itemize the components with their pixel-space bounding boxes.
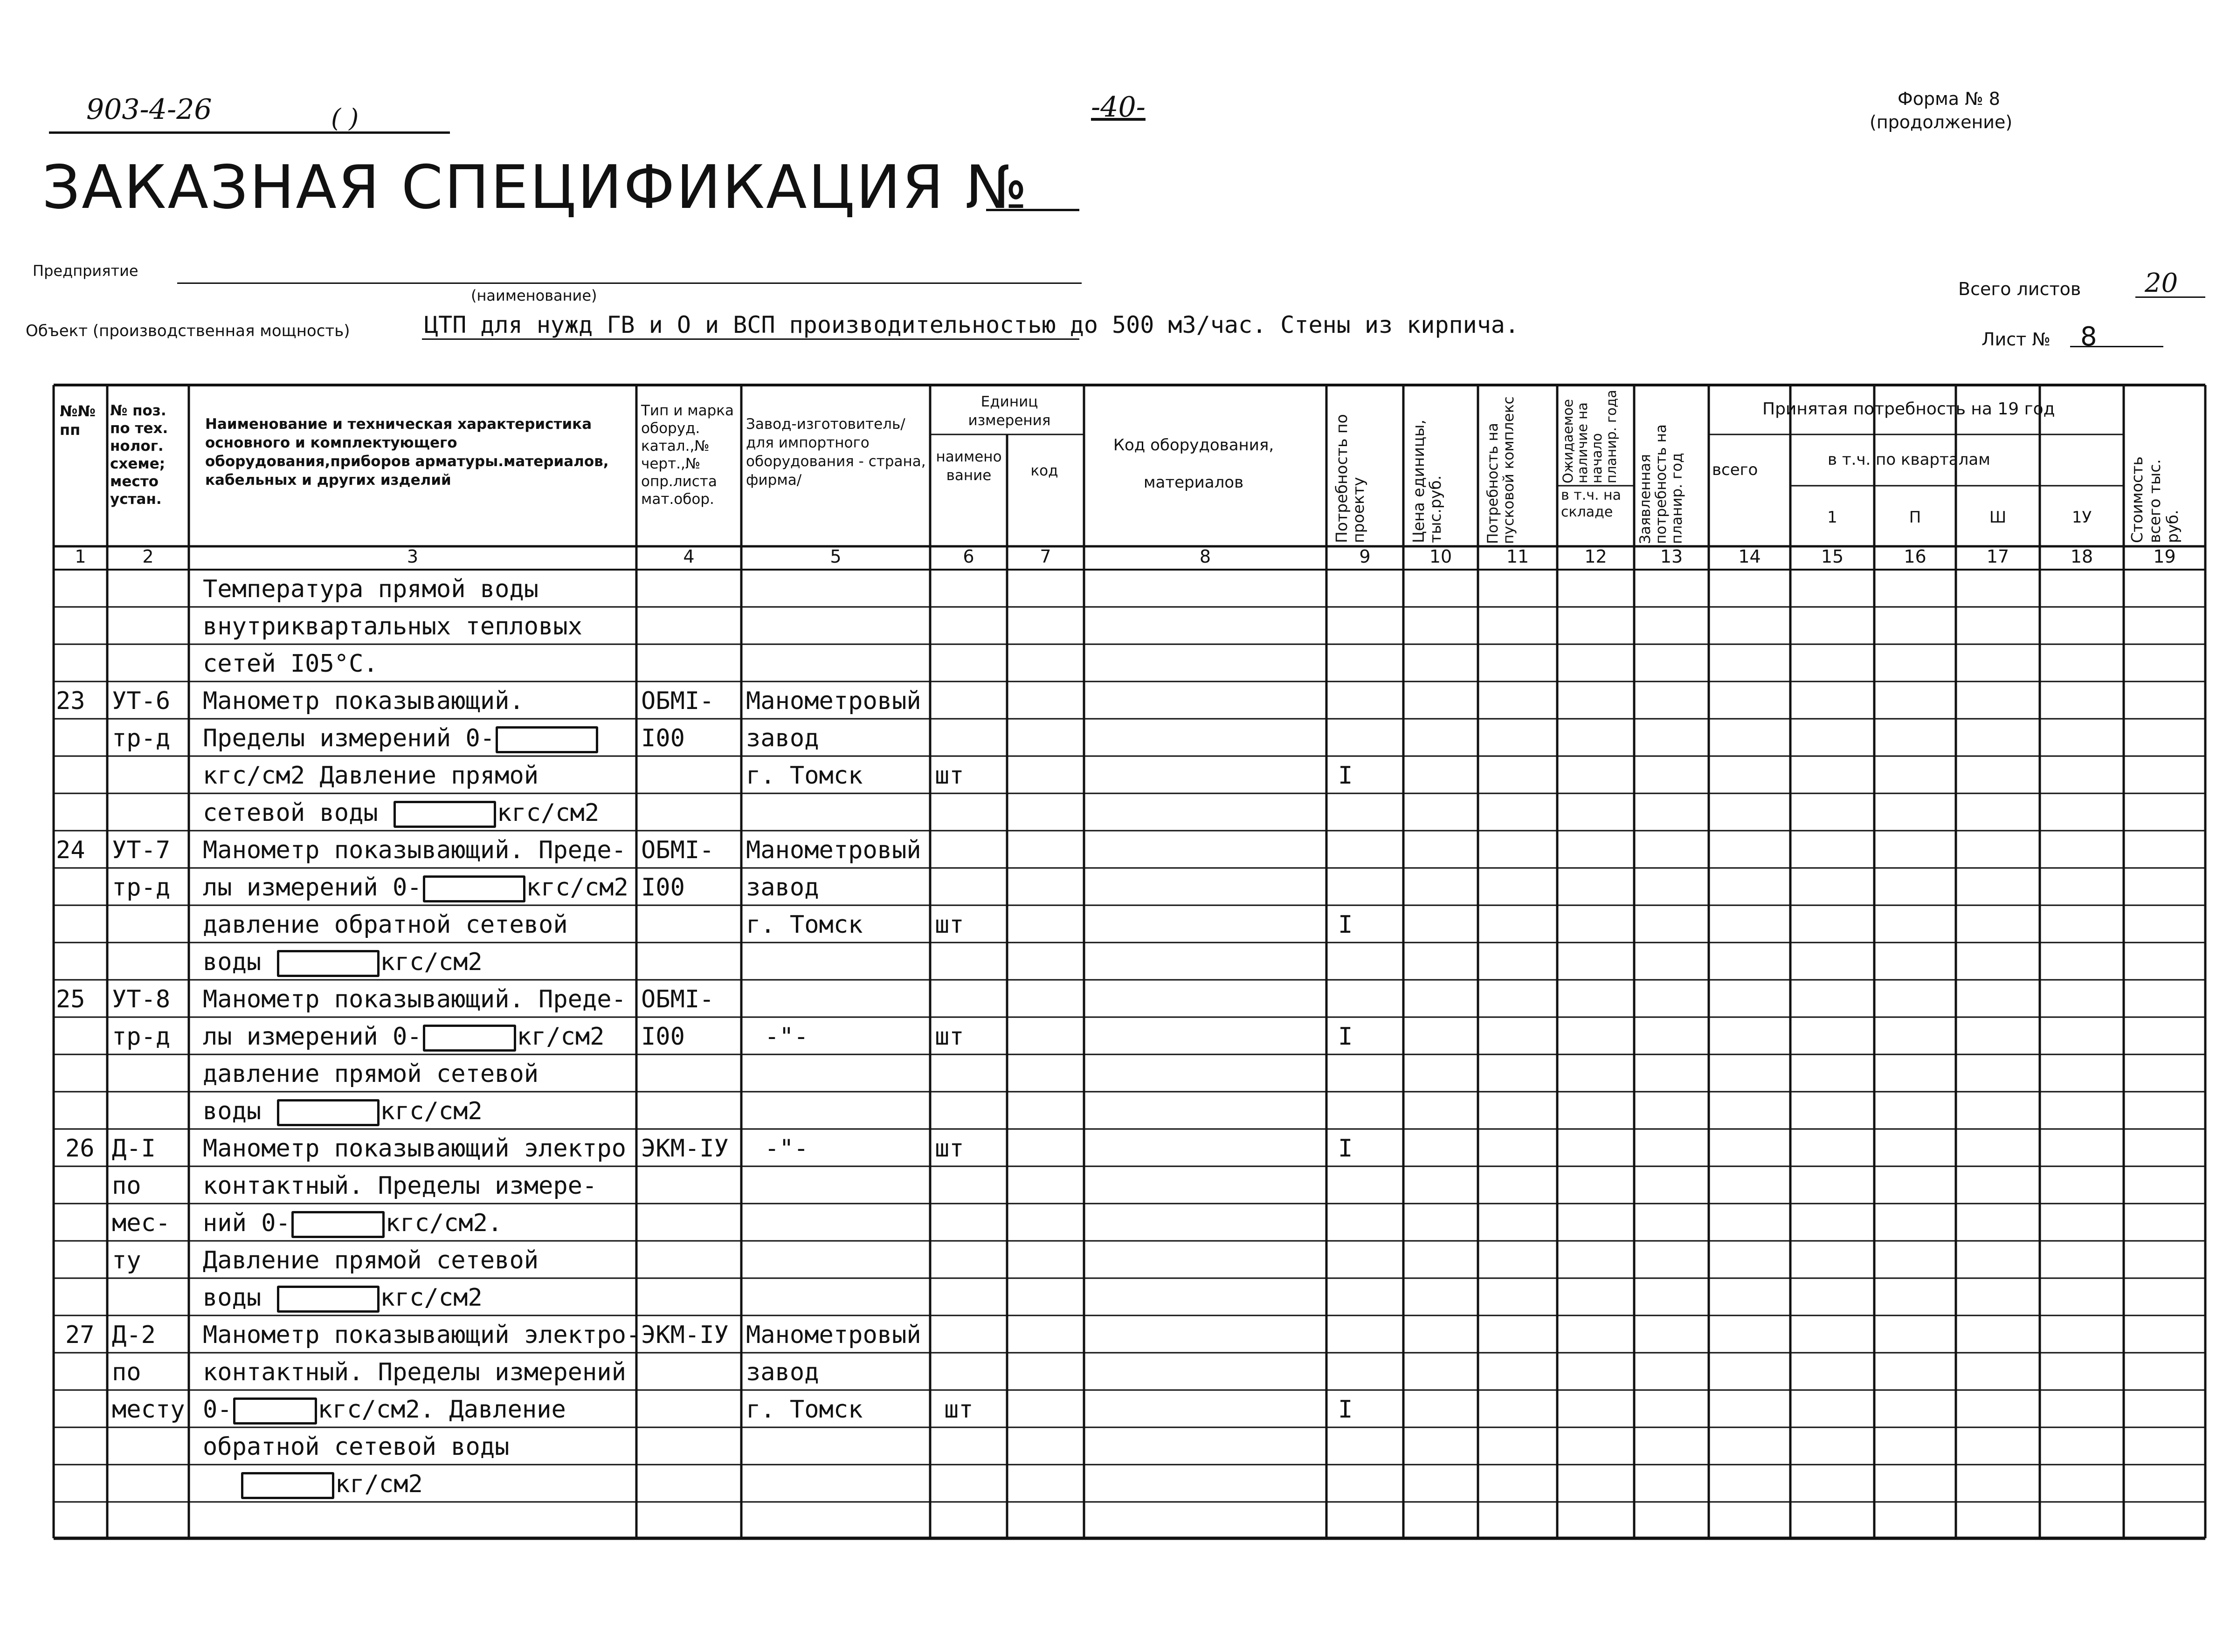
description-text: Манометр показывающий электро- <box>203 1321 641 1349</box>
type-mark: I00 <box>641 874 685 902</box>
column-number: 15 <box>1821 546 1844 567</box>
header-accepted-need: Принятая потребность на 19 год <box>1762 399 2055 419</box>
position-code: Д-2 <box>112 1321 156 1349</box>
name-caption: (наименование) <box>471 287 597 304</box>
header-type: Тип и марка оборуд. катал.,№ черт.,№ опр.листа мат.обор. <box>641 402 734 508</box>
column-number: 9 <box>1359 546 1371 567</box>
header-total-cost: Стоимость всего тыс. руб. <box>2128 456 2182 543</box>
manufacturer: Манометровый <box>746 836 921 864</box>
manufacturer: Манометровый <box>746 687 921 715</box>
description-text: воды кгс/см2 <box>203 1097 483 1125</box>
column-number: 6 <box>963 546 974 567</box>
header-num: №№ пп <box>60 402 96 439</box>
blank-value-box <box>277 1099 380 1126</box>
header-unit-price: Цена единицы, тыс.руб. <box>1409 420 1444 543</box>
column-number: 14 <box>1738 546 1761 567</box>
project-quantity: I <box>1338 1396 1353 1424</box>
position-code: УТ-8 <box>112 985 171 1013</box>
document-code: 903-4-26 <box>86 93 212 126</box>
column-number: 12 <box>1584 546 1607 567</box>
blank-value-box <box>277 1286 380 1313</box>
header-equipment-code: Код оборудования, материалов <box>1113 436 1274 492</box>
description-text: внутриквартальных тепловых <box>203 613 582 640</box>
enterprise-label: Предприятие <box>33 262 138 280</box>
position-code: по <box>112 1172 141 1200</box>
header-quarter-2: П <box>1909 508 1921 527</box>
description-text: давление прямой сетевой <box>203 1060 539 1088</box>
description-text: Пределы измерений 0- <box>203 724 599 753</box>
type-mark: ОБМI- <box>641 687 714 715</box>
column-number: 7 <box>1040 546 1051 567</box>
column-number: 1 <box>75 546 86 567</box>
type-mark: ОБМI- <box>641 836 714 864</box>
description-text: лы измерений 0- кгс/см2 <box>203 874 628 902</box>
description-text: сетевой воды кгс/см2 <box>203 799 600 827</box>
manufacturer: завод <box>746 724 819 752</box>
description-text: контактный. Пределы измере- <box>203 1172 597 1200</box>
column-number: 10 <box>1429 546 1452 567</box>
position-code: тр-д <box>112 874 171 902</box>
item-number: 26 <box>65 1135 95 1163</box>
sheet-value: 8 <box>2080 322 2097 352</box>
description-text: обратной сетевой воды <box>203 1433 510 1461</box>
position-code: Д-I <box>112 1135 156 1163</box>
type-mark: ЭКМ-IУ <box>641 1135 729 1163</box>
description-text: ний 0- кгс/см2. <box>203 1209 503 1237</box>
header-quarter-1: 1 <box>1827 508 1837 527</box>
header-quarter-4: 1У <box>2071 508 2092 527</box>
item-number: 24 <box>56 836 85 864</box>
header-unit-name: наименование <box>936 448 1002 484</box>
project-quantity: I <box>1338 762 1353 790</box>
unit-name: шт <box>935 911 964 939</box>
blank-value-box <box>394 801 496 828</box>
manufacturer: завод <box>746 1358 819 1386</box>
description-text: Манометр показывающий электро <box>203 1135 626 1163</box>
column-number: 19 <box>2153 546 2176 567</box>
unit-name: шт <box>935 1023 964 1051</box>
column-number: 2 <box>142 546 154 567</box>
position-code: месту <box>112 1396 185 1424</box>
description-text: Температура прямой воды <box>203 575 539 603</box>
header-total: всего <box>1712 461 1758 479</box>
description-text: сетей I05°C. <box>203 650 378 678</box>
total-sheets-value: 20 <box>2145 268 2178 298</box>
description-text: воды кгс/см2 <box>203 948 483 976</box>
project-quantity: I <box>1338 911 1353 939</box>
manufacturer: г. Томск <box>746 762 863 790</box>
position-code: мес- <box>112 1209 171 1237</box>
description-text: давление обратной сетевой <box>203 911 568 939</box>
column-number: 18 <box>2070 546 2093 567</box>
description-text: Манометр показывающий. <box>203 687 524 715</box>
column-number: 5 <box>830 546 842 567</box>
type-mark: I00 <box>641 1023 685 1051</box>
position-code: УТ-6 <box>112 687 171 715</box>
column-number: 11 <box>1506 546 1529 567</box>
unit-name: шт <box>944 1396 973 1424</box>
header-expected-stock: Ожидаемое наличие на начало планир. года <box>1560 390 1619 483</box>
description-text: Давление прямой сетевой <box>203 1246 539 1274</box>
header-quarters: в т.ч. по кварталам <box>1828 450 1990 469</box>
header-declared-need: Заявленная потребность на планир. год <box>1637 424 1685 544</box>
description-text: 0- кгс/см2. Давление <box>203 1396 566 1424</box>
header-in-warehouse: в т.ч. на складе <box>1561 487 1622 520</box>
blank-value-box <box>496 726 598 753</box>
project-quantity: I <box>1338 1135 1353 1163</box>
type-mark: I00 <box>641 724 685 752</box>
description-text: Манометр показывающий. Преде- <box>203 836 626 864</box>
form-label: Форма № 8 <box>1898 89 2000 109</box>
blank-value-box <box>233 1397 317 1425</box>
position-code: по <box>112 1358 141 1386</box>
header-startup-need: Потребность на пусковой комплекс <box>1484 396 1517 544</box>
position-code: УТ-7 <box>112 836 171 864</box>
document-code-paren: ( ) <box>331 103 359 133</box>
blank-value-box <box>241 1472 334 1499</box>
manufacturer: -"- <box>765 1023 808 1051</box>
header-manufacturer: Завод-изготовитель/для импортного оборудования - страна, фирма/ <box>746 416 926 489</box>
manufacturer: г. Томск <box>746 1396 863 1424</box>
description-text: кгс/см2 Давление прямой <box>203 762 539 790</box>
page-number: -40- <box>1091 91 1146 124</box>
description-text: лы измерений 0- кг/см2 <box>203 1023 605 1051</box>
column-number: 4 <box>683 546 695 567</box>
blank-value-box <box>277 950 380 977</box>
blank-value-box <box>423 875 525 902</box>
header-unit-code: код <box>1030 462 1058 479</box>
page-title: ЗАКАЗНАЯ СПЕЦИФИКАЦИЯ № <box>42 153 1029 222</box>
column-number: 8 <box>1199 546 1211 567</box>
header-position: № поз. по тех. нолог. схеме; место устан. <box>110 402 168 508</box>
sheet-label: Лист № <box>1981 329 2050 350</box>
position-code: ту <box>112 1246 141 1274</box>
total-sheets-label: Всего листов <box>1958 279 2081 299</box>
description-text: кг/см2 <box>240 1470 423 1499</box>
header-quarter-3: Ш <box>1989 508 2007 527</box>
column-number: 17 <box>1986 546 2009 567</box>
column-number: 13 <box>1660 546 1683 567</box>
item-number: 23 <box>56 687 85 715</box>
blank-value-box <box>423 1025 516 1052</box>
description-text: контактный. Пределы измерений <box>203 1358 626 1386</box>
object-value: ЦТП для нужд ГВ и О и ВСП производительностью до 500 м3/час. Стены из кирпича. <box>424 311 1519 338</box>
manufacturer: -"- <box>765 1135 808 1163</box>
description-text: Манометр показывающий. Преде- <box>203 985 626 1013</box>
type-mark: ЭКМ-IУ <box>641 1321 729 1349</box>
item-number: 27 <box>65 1321 95 1349</box>
position-code: тр-д <box>112 724 171 752</box>
header-project-need: Потребность по проекту <box>1332 414 1367 543</box>
type-mark: ОБМI- <box>641 985 714 1013</box>
column-number: 16 <box>1904 546 1926 567</box>
description-text: воды кгс/см2 <box>203 1284 483 1312</box>
form-continuation: (продолжение) <box>1870 112 2013 132</box>
unit-name: шт <box>935 1135 964 1163</box>
manufacturer: г. Томск <box>746 911 863 939</box>
project-quantity: I <box>1338 1023 1353 1051</box>
column-number: 3 <box>407 546 419 567</box>
position-code: тр-д <box>112 1023 171 1051</box>
header-description: Наименование и техническая характеристика основного и комплектующего оборудования,приборов арматуры.материалов, кабельных и других изделий <box>205 416 609 489</box>
manufacturer: завод <box>746 874 819 902</box>
manufacturer: Манометровый <box>746 1321 921 1349</box>
item-number: 25 <box>56 985 85 1013</box>
unit-name: шт <box>935 762 964 790</box>
object-label: Объект (производственная мощность) <box>26 322 350 340</box>
blank-value-box <box>291 1211 385 1238</box>
header-units: Единиц измерения <box>968 393 1051 429</box>
